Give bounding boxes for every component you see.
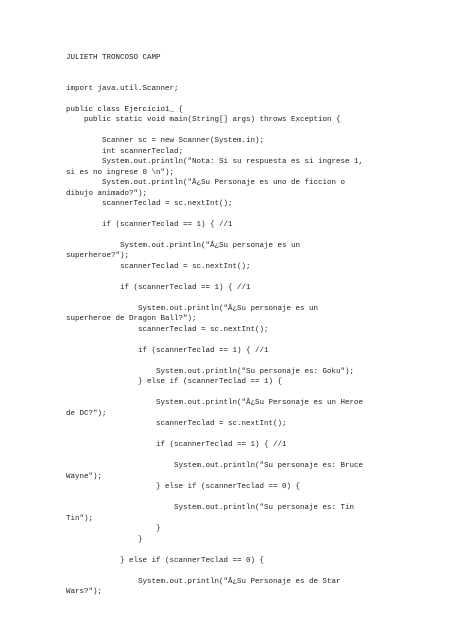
code-line: if (scannerTeclad == 1) { //1 <box>66 284 251 292</box>
code-line: System.out.println("Su personaje es: Bruce <box>66 462 364 470</box>
code-line: de DC?"); <box>66 410 107 418</box>
code-line: } else if (scannerTeclad == 0) { <box>66 483 301 491</box>
code-line: scannerTeclad = sc.nextInt(); <box>66 420 287 428</box>
code-line: if (scannerTeclad == 1) { //1 <box>66 347 269 355</box>
code-line: Tin"); <box>66 515 94 523</box>
code-line: if (scannerTeclad == 1) { //1 <box>66 221 233 229</box>
code-line: public class Ejercicio1_ { <box>66 106 184 114</box>
code-line: System.out.println("Â¿Su Personaje es uno de ficcion o <box>66 179 346 187</box>
code-line: import java.util.Scanner; <box>66 85 179 93</box>
code-line: scannerTeclad = sc.nextInt(); <box>66 326 269 334</box>
code-line: dibujo animado?"); <box>66 190 148 198</box>
author-name: JULIETH TRONCOSO CAMP <box>66 54 161 62</box>
code-line: } else if (scannerTeclad == 0) { <box>66 557 265 565</box>
code-line: Scanner sc = new Scanner(System.in); <box>66 137 265 145</box>
code-line: } else if (scannerTeclad == 1) { <box>66 378 283 386</box>
code-line: superheroe de Dragon Ball?"); <box>66 315 197 323</box>
code-line: if (scannerTeclad == 1) { //1 <box>66 441 287 449</box>
code-line: System.out.println("Â¿Su Personaje es un Heroe <box>66 399 364 407</box>
code-line: Wayne"); <box>66 473 103 481</box>
code-line: System.out.println("Su personaje es: Goku"); <box>66 368 355 376</box>
code-line: } <box>66 536 143 544</box>
code-line: System.out.println("Su personaje es: Tin <box>66 504 355 512</box>
code-line: public static void main(String[] args) throws Exception { <box>66 116 341 124</box>
code-line: scannerTeclad = sc.nextInt(); <box>66 200 233 208</box>
code-line: System.out.println("Nota: Si su respuesta es si ingrese 1, <box>66 158 364 166</box>
code-line: superheroe?"); <box>66 252 130 260</box>
code-line: System.out.println("Â¿Su personaje es un <box>66 305 319 313</box>
code-line: System.out.println("Â¿Su personaje es un <box>66 242 301 250</box>
code-line: Wars?"); <box>66 588 103 596</box>
code-line: int scannerTeclad; <box>66 148 184 156</box>
code-line: } <box>66 525 161 533</box>
code-line: scannerTeclad = sc.nextInt(); <box>66 263 251 271</box>
code-line: si es no ingrese 0 \n"); <box>66 169 175 177</box>
code-line: System.out.println("Â¿Su Personaje es de Star <box>66 578 341 586</box>
